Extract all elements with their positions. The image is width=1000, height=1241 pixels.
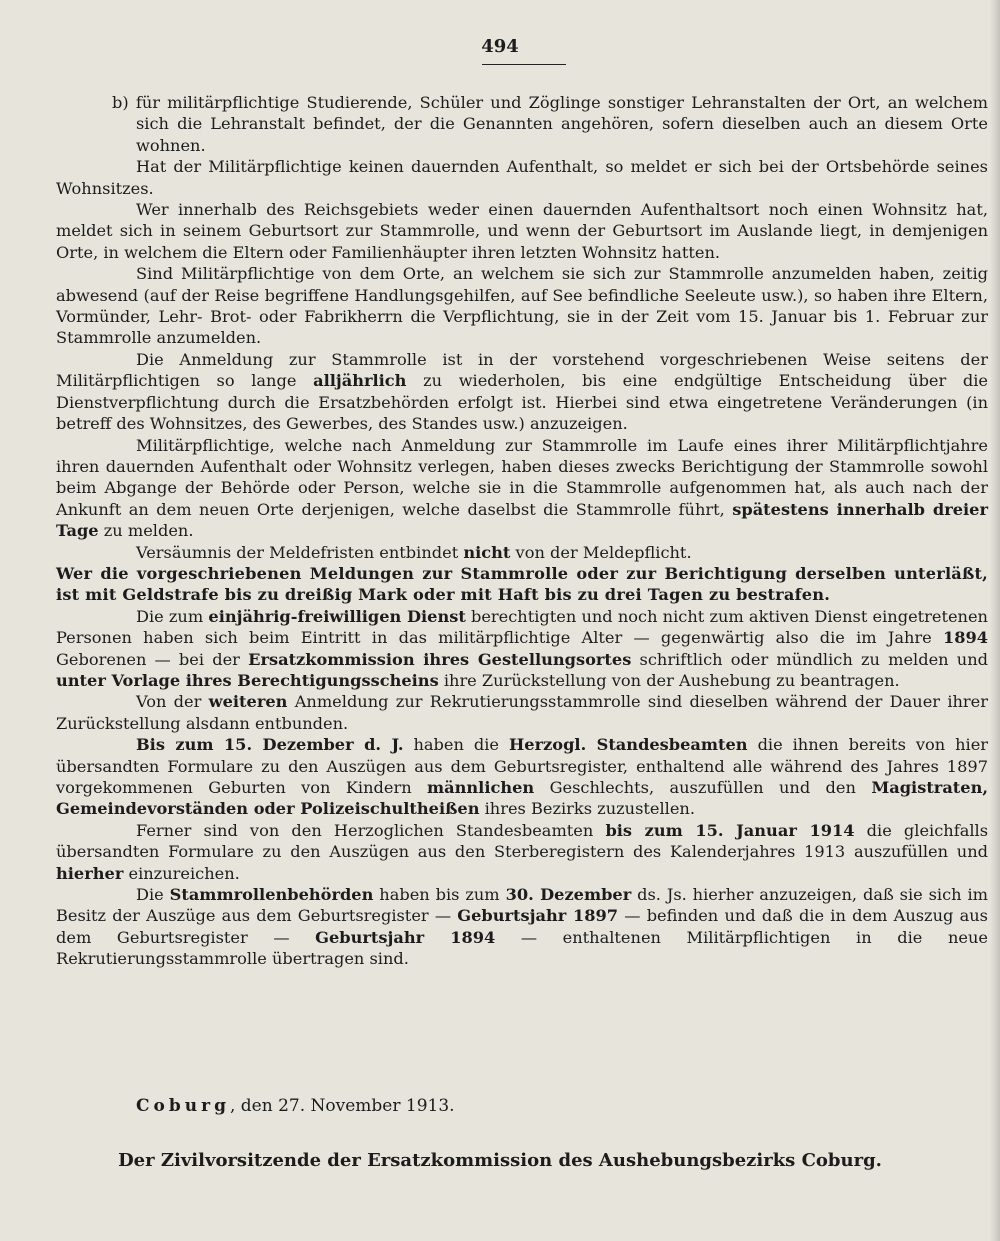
paragraph-text: ihre Zurückstellung von der Aushebung zu beantragen. <box>443 670 900 690</box>
paragraph-text: Ferner sind von den Herzoglichen Standesbeamten <box>136 820 594 840</box>
paragraph-text: Die <box>136 885 164 905</box>
paragraph <box>56 606 988 692</box>
paragraph-text: schriftlich oder mündlich zu melden und <box>639 649 988 669</box>
paragraph-text: Die zum <box>136 606 204 626</box>
emphasis-text: männlichen <box>427 778 535 797</box>
paragraph <box>56 349 988 435</box>
emphasis-text: hierher <box>56 863 124 883</box>
emphasis-text: 30. Dezember <box>505 885 632 905</box>
paragraph <box>56 884 988 970</box>
paragraph-text: — enthaltenen Militärpflichtigen in die neue Rekrutierungsstammrolle übertragen sind. <box>56 927 988 969</box>
paragraph <box>56 435 988 542</box>
paragraph <box>56 156 988 199</box>
emphasis-text: alljährlich <box>313 371 407 391</box>
emphasis-text: bis zum 15. Januar 1914 <box>605 820 855 840</box>
paragraph <box>56 734 988 820</box>
paragraph-text: ds. Js. hierher anzuzeigen, daß sie sich im Besitz der Auszüge aus dem Geburtsregister — <box>56 885 989 926</box>
emphasis-text: nicht <box>463 542 511 562</box>
paragraph-text: zu wiederholen, bis eine endgültige Entscheidung über die Dienstverpflichtung durch die Ersatzbehörden erfolgt ist. Hierbei sind etwa eingetretene Veränderungen (in betreff des Wohnsitzes, des Gewerbes, des Standes usw.) anzuzeigen. <box>56 371 989 434</box>
paragraph-text: die ihnen bereits von hier übersandten Formulare zu den Auszügen aus dem Geburtsregister, enthaltend alle während des Jahres 1897 vorgekommenen Geburten von Kindern <box>56 735 989 797</box>
paragraph-text: haben die <box>413 735 500 755</box>
emphasis-text: Bis zum 15. Dezember d. J. <box>136 735 404 755</box>
paragraph-text: Militärpflichtige, welche nach Anmeldung zur Stammrolle im Laufe eines ihrer Militärpflichtjahre ihren dauernden Aufenthalt oder Wohnsitz verlegen, haben dieses zwecks Berichtigung der Stammrolle sowohl beim Abgange der Behörde oder Person, welche sie in die Stammrolle aufgenommen hat, als auch nach der Ankunft an dem neuen Orte derjenigen, welche daselbst die Stammrolle führt, <box>56 435 988 519</box>
body-text <box>56 92 988 970</box>
page-number: 494 <box>481 36 519 57</box>
paragraph-text: Wer innerhalb des Reichsgebiets weder einen dauernden Aufenthaltsort noch einen Wohnsitz hat, meldet sich in seinem Geburtsort zur Stammrolle, und wenn der Geburtsort im Auslande liegt, in demjenigen Orte, in welchem die Eltern oder Familienhäupter ihren letzten Wohnsitz hatten. <box>56 200 988 262</box>
place-name: Coburg <box>136 1096 230 1116</box>
paragraph-item-b <box>56 92 988 156</box>
paragraph-text: Die Anmeldung zur Stammrolle ist in der vorstehend vorgeschriebenen Weise seitens der Militärpflichtigen so lange <box>56 349 988 391</box>
paragraph-text: Versäumnis der Meldefristen entbindet <box>136 542 459 562</box>
paragraph-text: haben bis zum <box>379 885 500 905</box>
date-text: , den 27. November 1913. <box>229 1096 455 1116</box>
page-edge-shadow <box>990 0 1000 1241</box>
paragraph-text: Hat der Militärpflichtige keinen dauernden Aufenthalt, so meldet er sich bei der Ortsbehörde seines Wohnsitzes. <box>56 157 988 198</box>
paragraph-text: ihres Bezirks zuzustellen. <box>484 799 695 819</box>
paragraph <box>56 199 988 263</box>
paragraph-text: die gleichfalls übersandten Formulare zu den Auszügen aus den Sterberegistern des Kalenderjahres 1913 auszufüllen und <box>56 820 989 862</box>
emphasis-text: unter Vorlage ihres Berechtigungsscheins <box>56 670 439 690</box>
paragraph-text: b) für militärpflichtige Studierende, Schüler und Zöglinge sonstiger Lehranstalten der Ort, an welchem sich die Lehranstalt befindet, der die Genannten angehören, sofern dieselben auch an diesem Orte wohnen. <box>112 93 988 155</box>
paragraph <box>56 263 988 349</box>
emphasis-text: Stammrollenbehörden <box>169 885 374 905</box>
page-number-rule <box>482 64 566 65</box>
emphasis-text: Magistraten, Gemeindevorständen oder Polizeischultheißen <box>56 778 988 819</box>
paragraph-text: Geschlechts, auszufüllen und den <box>549 778 856 797</box>
paragraph-text: zu melden. <box>103 521 194 541</box>
paragraph-text: — befinden und daß die in dem Auszug aus dem Geburtsregister — <box>56 906 988 947</box>
signature-line: Der Zivilvorsitzende der Ersatzkommission des Aushebungsbezirks Coburg. <box>118 1150 882 1171</box>
emphasis-text: Ersatzkommission ihres Gestellungsortes <box>248 649 632 669</box>
emphasis-text: 1894 <box>942 628 988 648</box>
paragraph-text: Geborenen — bei der <box>56 649 240 669</box>
paragraph <box>56 691 988 734</box>
paragraph-text: Anmeldung zur Rekrutierungsstammrolle sind dieselben während der Dauer ihrer Zurückstellung alsdann entbunden. <box>56 692 988 733</box>
emphasis-text: Herzogl. Standesbeamten <box>508 735 748 755</box>
emphasis-text: Wer die vorgeschriebenen Meldungen zur Stammrolle oder zur Berichtigung derselben unterläßt, ist mit Geldstrafe bis zu dreißig Mark oder mit Haft bis zu drei Tagen zu bestrafen. <box>56 563 988 605</box>
place-date-line <box>136 1096 455 1116</box>
paragraph-text: von der Meldepflicht. <box>515 542 692 562</box>
emphasis-text: Geburtsjahr 1897 <box>457 906 619 926</box>
paragraph-text: Sind Militärpflichtige von dem Orte, an welchem sie sich zur Stammrolle anzumelden haben, zeitig abwesend (auf der Reise begriffene Handlungsgehilfen, auf See befindliche Seeleute usw.), so haben ihre Eltern, Vormünder, Lehr- Brot- oder Fabrikherrn die Verpflichtung, sie in der Zeit vom 15. Januar bis 1. Februar zur Stammrolle anzumelden. <box>56 264 988 348</box>
paragraph-text: Von der <box>136 692 202 712</box>
paragraph <box>56 542 988 563</box>
paragraph-text: einzureichen. <box>128 863 240 883</box>
emphasis-text: weiteren <box>208 692 288 712</box>
penalty-paragraph <box>56 563 988 606</box>
paragraph <box>56 820 988 884</box>
paragraph-text: berechtigten und noch nicht zum aktiven Dienst eingetretenen Personen haben sich beim Eintritt in das militärpflichtige Alter — gegenwärtig also die im Jahre <box>56 606 988 648</box>
emphasis-text: einjährig-freiwilligen Dienst <box>208 606 466 626</box>
emphasis-text: Geburtsjahr 1894 <box>315 927 496 947</box>
emphasis-text: spätestens innerhalb dreier Tage <box>56 499 988 541</box>
